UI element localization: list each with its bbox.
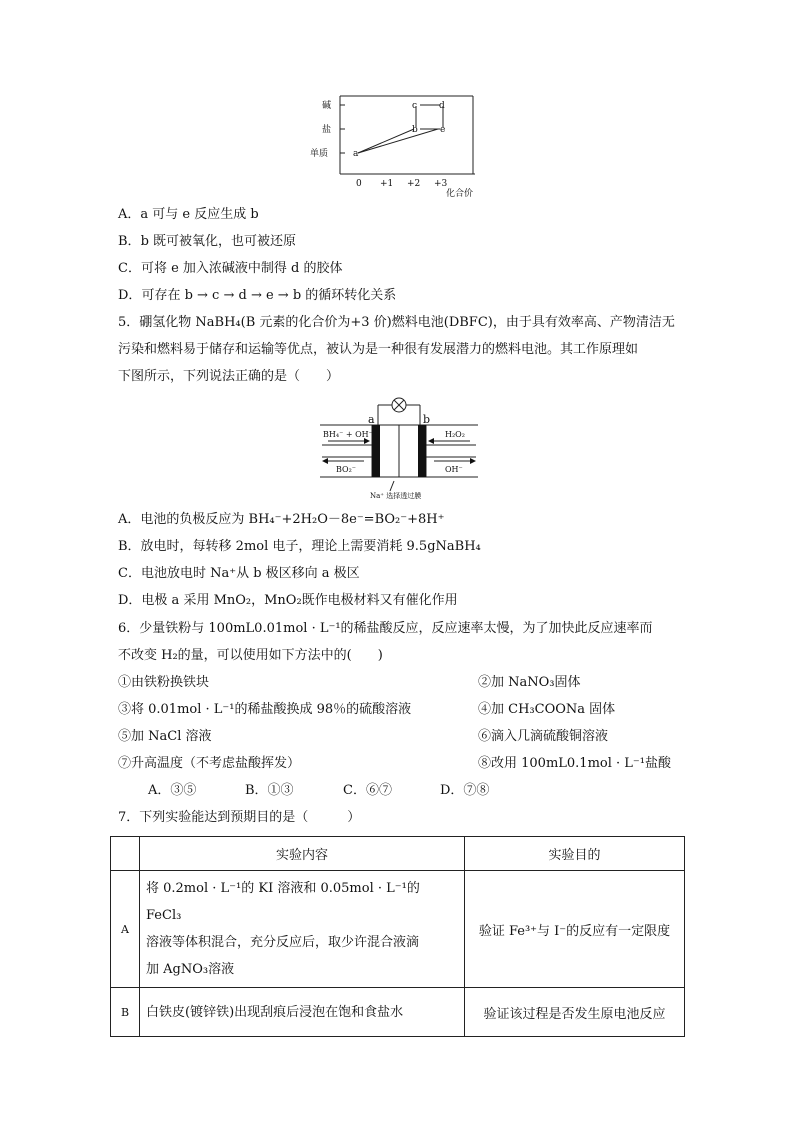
q6-item-3: ③将 0.01mol · L⁻¹的稀盐酸换成 98％的硫酸溶液 — [118, 702, 412, 717]
q4-option-b[interactable]: B．b 既可被氧化，也可被还原 — [118, 234, 297, 249]
q5-option-c[interactable]: C．电池放电时 Na⁺从 b 极区移向 a 极区 — [118, 566, 360, 581]
row-content: 将 0.2mol · L⁻¹的 KI 溶液和 0.05mol · L⁻¹的 FeCl₃ 溶液等体积混合，充分反应后，取少许混合液滴 加 AgNO₃溶液 — [140, 871, 465, 988]
experiment-table — [110, 836, 685, 1037]
table-header-blank — [111, 837, 140, 871]
q5-option-b[interactable]: B．放电时，每转移 2mol 电子，理论上需要消耗 9.5gNaBH₄ — [118, 539, 481, 554]
electrode-b-label: b — [423, 413, 431, 426]
right-outflow-label: OH⁻ — [445, 465, 463, 474]
point-d: d — [439, 101, 445, 111]
q5-stem-line-2: 污染和燃料易于储存和运输等优点，被认为是一种很有发展潜力的燃料电池。其工作原理如 — [118, 342, 639, 357]
q6-item-6: ⑥滴入几滴硫酸铜溶液 — [478, 729, 609, 744]
fuel-cell-diagram — [320, 395, 480, 500]
valence-class-diagram — [310, 92, 485, 200]
q6-item-8: ⑧改用 100mL0.1mol · L⁻¹盐酸 — [478, 756, 671, 771]
right-inflow-label: H₂O₂ — [445, 430, 465, 439]
table-header-content: 实验内容 — [140, 837, 465, 871]
q6-item-4: ④加 CH₃COONa 固体 — [478, 702, 616, 717]
table-header-row — [111, 837, 685, 871]
row-content: 白铁皮(镀锌铁)出现刮痕后浸泡在饱和食盐水 — [140, 988, 465, 1037]
q6-choice-a[interactable]: A．③⑤ — [148, 783, 197, 798]
y-label-element: 单质 — [310, 149, 329, 159]
row-purpose: 验证 Fe³⁺与 I⁻的反应有一定限度 — [465, 871, 685, 988]
q6-stem-line-1: 6．少量铁粉与 100mL0.01mol · L⁻¹的稀盐酸反应，反应速率太慢，为了加快此反应速率而 — [118, 621, 653, 636]
q7-stem: 7．下列实验能达到预期目的是（ ） — [118, 810, 361, 825]
q6-choice-d[interactable]: D．⑦⑧ — [440, 783, 490, 798]
left-outflow-label: BO₂⁻ — [336, 465, 357, 474]
y-label-salt: 盐 — [322, 125, 332, 135]
membrane-label: Na⁺ 选择透过膜 — [370, 492, 422, 500]
point-a: a — [353, 149, 359, 159]
x-axis-title: 化合价 — [446, 189, 474, 199]
q6-item-7: ⑦升高温度（不考虑盐酸挥发） — [118, 756, 301, 771]
table-row — [111, 871, 685, 988]
q4-option-d[interactable]: D．可存在 b → c → d → e → b 的循环转化关系 — [118, 288, 397, 303]
q5-stem-line-1: 5．硼氢化物 NaBH₄(B 元素的化合价为+3 价)燃料电池(DBFC)，由于具有效率高、产物清洁无 — [118, 315, 675, 330]
x-tick-3: +3 — [434, 179, 448, 189]
q6-choice-c[interactable]: C．⑥⑦ — [343, 783, 392, 798]
x-tick-2: +2 — [407, 179, 421, 189]
left-inflow-label: BH₄⁻ + OH⁻ — [323, 430, 373, 439]
q5-option-a[interactable]: A．电池的负极反应为 BH₄⁻+2H₂O－8e⁻=BO₂⁻+8H⁺ — [118, 512, 445, 527]
point-b: b — [412, 125, 418, 135]
table-row — [111, 988, 685, 1037]
q5-option-d[interactable]: D．电极 a 采用 MnO₂，MnO₂既作电极材料又有催化作用 — [118, 593, 458, 608]
table-header-purpose: 实验目的 — [465, 837, 685, 871]
electrode-a-label: a — [368, 413, 375, 426]
q4-option-a[interactable]: A．a 可与 e 反应生成 b — [118, 207, 259, 222]
row-purpose: 验证该过程是否发生原电池反应 — [465, 988, 685, 1037]
point-c: c — [412, 101, 418, 111]
q5-stem-line-3: 下图所示，下列说法正确的是（ ） — [118, 369, 340, 384]
q6-item-5: ⑤加 NaCl 溶液 — [118, 729, 212, 744]
q6-item-2: ②加 NaNO₃固体 — [478, 675, 581, 690]
point-e: e — [440, 125, 446, 135]
y-label-base: 碱 — [322, 101, 332, 111]
q6-item-1: ①由铁粉换铁块 — [118, 675, 210, 690]
row-label: A — [111, 871, 140, 988]
q6-stem-line-2: 不改变 H₂的量，可以使用如下方法中的( ) — [118, 648, 383, 663]
x-tick-1: +1 — [380, 179, 394, 189]
q6-choice-b[interactable]: B．①③ — [245, 783, 294, 798]
row-label: B — [111, 988, 140, 1037]
q4-option-c[interactable]: C．可将 e 加入浓碱液中制得 d 的胶体 — [118, 261, 343, 276]
x-tick-0: 0 — [356, 179, 362, 189]
